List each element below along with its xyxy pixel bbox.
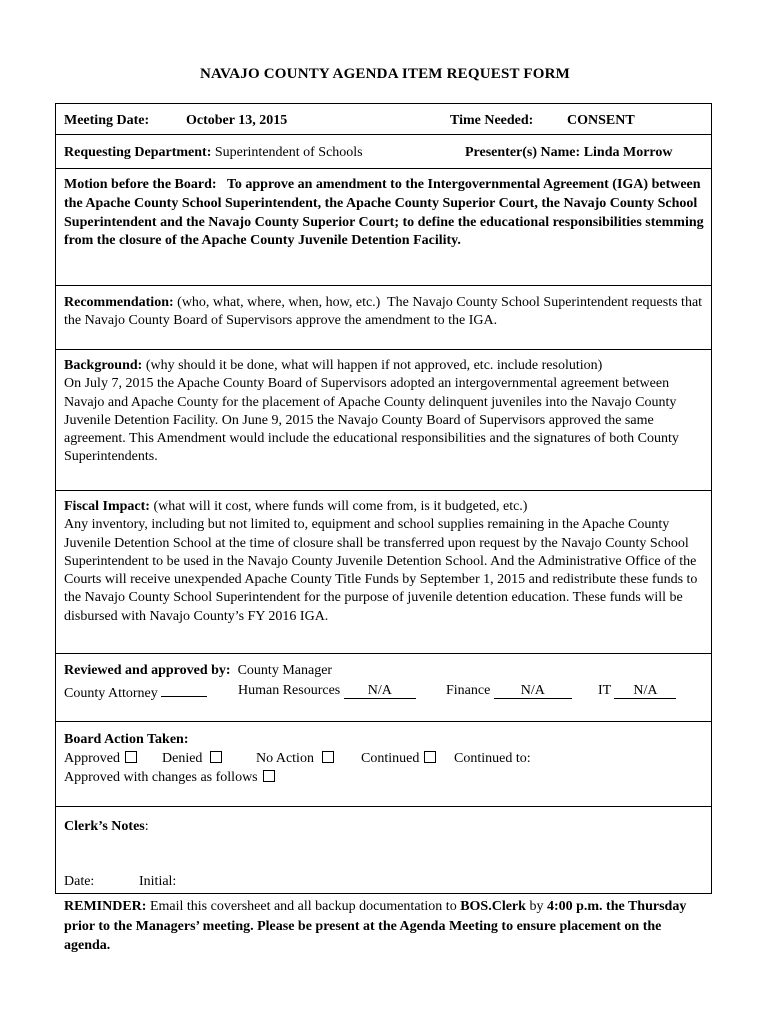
row-divider <box>55 490 712 491</box>
background-label: Background: <box>64 358 143 373</box>
approved-checkbox[interactable] <box>125 751 137 763</box>
approved-changes-label: Approved with changes as follows <box>64 770 258 785</box>
presenter-label: Presenter(s) Name: <box>465 145 581 160</box>
fiscal-label: Fiscal Impact: <box>64 499 150 514</box>
finance-input[interactable]: N/A <box>494 684 572 699</box>
background-hint: (why should it be done, what will happen if not approved, etc. include resolution) <box>145 358 603 373</box>
row-divider <box>55 134 712 135</box>
finance-label: Finance <box>446 683 491 698</box>
date-label: Date: <box>64 874 95 889</box>
initial-label: Initial: <box>139 874 177 889</box>
meeting-date-label: Meeting Date: <box>64 113 150 128</box>
form-title: NAVAJO COUNTY AGENDA ITEM REQUEST FORM <box>199 66 571 82</box>
denied-label: Denied <box>162 751 203 766</box>
department-value[interactable]: Superintendent of Schools <box>214 145 363 160</box>
reminder-note <box>64 897 704 956</box>
recommendation-section <box>64 294 706 331</box>
reminder-text: Email this coversheet and all backup documentation to <box>149 899 457 914</box>
recommendation-hint: (who, what, where, when, how, etc.) <box>177 295 381 310</box>
row-divider <box>55 168 712 169</box>
county-attorney-input[interactable] <box>161 682 207 697</box>
approved-label: Approved <box>64 751 120 766</box>
time-needed-label: Time Needed: <box>450 113 534 128</box>
denied-option[interactable] <box>162 750 222 768</box>
background-section <box>64 357 706 467</box>
continued-option[interactable] <box>361 750 436 768</box>
review-label: Reviewed and approved by: <box>64 663 231 678</box>
recommendation-label: Recommendation: <box>64 295 174 310</box>
hr-field <box>238 682 416 700</box>
it-input[interactable]: N/A <box>614 684 676 699</box>
fiscal-section <box>64 498 706 626</box>
approved-changes-checkbox[interactable] <box>263 770 275 782</box>
continued-to-label: Continued to: <box>454 751 531 766</box>
continued-checkbox[interactable] <box>424 751 436 763</box>
no-action-checkbox[interactable] <box>322 751 334 763</box>
hr-label: Human Resources <box>238 683 341 698</box>
department-field <box>64 144 363 162</box>
it-field <box>598 682 676 700</box>
department-label: Requesting Department: <box>64 145 212 160</box>
board-action-label: Board Action Taken: <box>64 732 189 747</box>
motion-label: Motion before the Board: <box>64 177 217 192</box>
reminder-deadline: 4:00 p.m. the Thursday prior to the Managers’ meeting. Please be present at the Agenda Meeting to ensure placement on the agenda. <box>64 899 687 953</box>
motion-text[interactable]: To approve an amendment to the Intergovernmental Agreement (IGA) between the Apache County School Superintendent, the Apache County Superior Court, the Navajo County School Superintendent and the Navajo County Superior Court; to define the educational responsibilities stemming from the closure of the Apache County Juvenile Detention Facility. <box>64 177 704 249</box>
county-attorney-field <box>64 682 207 703</box>
approved-option[interactable] <box>64 750 137 768</box>
motion-section <box>64 176 706 251</box>
fiscal-text[interactable]: Any inventory, including but not limited to, equipment and school supplies remaining in the Apache County Juvenile Detention School at the time of closure shall be transferred upon request by the Navajo County School Superintendent to be used in the Navajo County Juvenile Detention School. And the Administrative Office of the Courts will receive unexpended Apache County Title Funds by September 1, 2015 and redistribute these funds to the Navajo County School Superintendent for the purpose of juvenile detention education. These funds will be disbursed with Navajo County’s FY 2016 IGA. <box>64 517 698 624</box>
it-label: IT <box>598 683 611 698</box>
reminder-email[interactable]: BOS.Clerk <box>460 899 526 914</box>
review-line <box>64 662 332 680</box>
row-divider <box>55 349 712 350</box>
background-text[interactable]: On July 7, 2015 the Apache County Board of Supervisors adopted an intergovernmental agreement between Navajo and Apache County for the placement of Apache County delinquent juveniles into the Navajo County Juvenile Detention Facility. On June 9, 2015 the Navajo County Board of Supervisors approved the same agreement. This Amendment would include the educational responsibilities and the signatures of both County Superintendents. <box>64 376 679 465</box>
recommendation-text[interactable]: The Navajo County School Superintendent requests that the Navajo County Board of Supervisors approve the amendment to the IGA. <box>64 295 703 329</box>
meeting-date-value[interactable]: October 13, 2015 <box>186 113 288 128</box>
no-action-label: No Action <box>256 751 314 766</box>
finance-field <box>446 682 572 700</box>
presenter-value[interactable]: Linda Morrow <box>583 145 673 160</box>
clerk-notes-label: Clerk’s Notes <box>64 819 145 834</box>
continued-label: Continued <box>361 751 420 766</box>
county-manager: County Manager <box>237 663 333 678</box>
row-divider <box>55 721 712 722</box>
fiscal-hint: (what will it cost, where funds will come from, is it budgeted, etc.) <box>153 499 528 514</box>
row-divider <box>55 653 712 654</box>
row-divider <box>55 285 712 286</box>
clerk-notes-colon: : <box>144 819 149 834</box>
county-attorney-label: County Attorney <box>64 686 158 701</box>
row-divider <box>55 806 712 807</box>
reminder-label: REMINDER: <box>64 899 147 914</box>
reminder-by: by <box>529 899 544 914</box>
time-needed-value[interactable]: CONSENT <box>567 113 635 128</box>
presenter-field <box>465 144 673 162</box>
denied-checkbox[interactable] <box>210 751 222 763</box>
no-action-option[interactable] <box>256 750 334 768</box>
clerk-notes <box>64 818 149 836</box>
hr-input[interactable]: N/A <box>344 684 416 699</box>
approved-changes-option[interactable] <box>64 769 275 787</box>
